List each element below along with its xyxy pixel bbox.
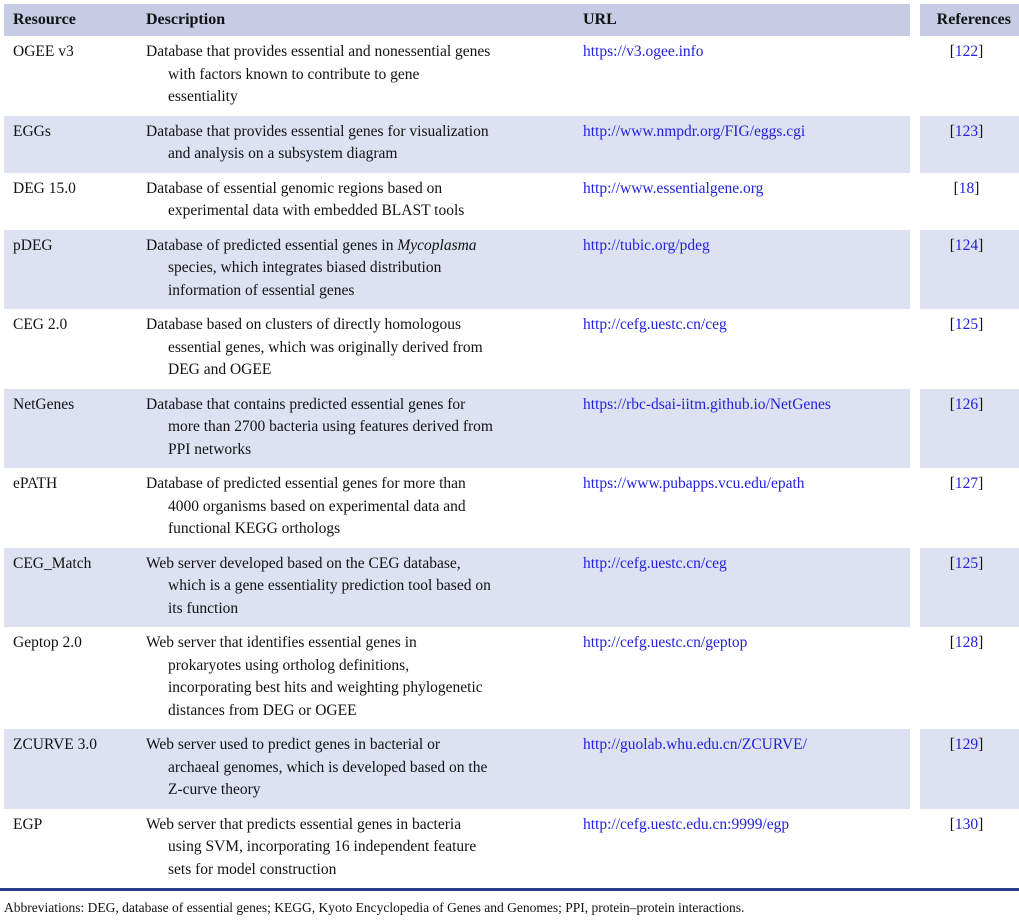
- description-line: PPI networks: [168, 440, 252, 458]
- description-line: prokaryotes using ortholog definitions,: [168, 656, 410, 674]
- description-line: experimental data with embedded BLAST tools: [168, 202, 465, 219]
- reference-cell: [910, 230, 1019, 310]
- description-line: Database of predicted essential genes for more than: [146, 475, 466, 492]
- description-line: functional KEGG orthologs: [168, 520, 341, 537]
- description-cell: [136, 389, 573, 469]
- reference-bracket: ]: [978, 815, 984, 833]
- reference-link[interactable]: 18: [958, 179, 975, 197]
- description-line: Web server that predicts essential genes in bacteria: [146, 815, 462, 833]
- url-link[interactable]: https://www.pubapps.vcu.edu/epath: [583, 475, 805, 492]
- description-line: Web server developed based on the CEG database,: [146, 554, 461, 572]
- description-line: Database based on clusters of directly homologous: [146, 316, 462, 333]
- reference-link[interactable]: 127: [954, 475, 979, 492]
- url-cell: [573, 36, 910, 116]
- description-line: distances from DEG or OGEE: [168, 701, 357, 719]
- reference-bracket: [: [949, 122, 955, 140]
- reference-bracket: ]: [978, 236, 984, 254]
- description-line: Database of predicted essential genes in Mycoplasma: [146, 236, 477, 254]
- reference-bracket: [: [949, 736, 955, 753]
- url-cell: [573, 809, 910, 889]
- header-resource: Resource: [4, 4, 136, 36]
- description-cell: [136, 309, 573, 389]
- reference-bracket: [: [949, 316, 955, 333]
- reference-cell: [910, 36, 1019, 116]
- description-line: information of essential genes: [168, 281, 355, 299]
- reference-cell: [910, 729, 1019, 809]
- resource-cell: EGGs: [4, 116, 136, 173]
- reference-bracket: ]: [974, 179, 980, 197]
- resource-cell: pDEG: [4, 230, 136, 310]
- reference-cell: [910, 389, 1019, 469]
- url-link[interactable]: https://rbc-dsai-iitm.github.io/NetGenes: [583, 395, 831, 413]
- url-cell: [573, 548, 910, 628]
- reference-bracket: ]: [978, 43, 984, 60]
- description-line: essential genes, which was originally derived from: [168, 338, 483, 356]
- description-line: using SVM, incorporating 16 independent feature: [168, 838, 477, 855]
- header-references: References: [910, 4, 1019, 36]
- resource-cell: Geptop 2.0: [13, 634, 82, 651]
- description-cell: [136, 36, 573, 116]
- reference-cell: [910, 173, 1019, 230]
- url-link[interactable]: http://cefg.uestc.cn/ceg: [583, 316, 727, 333]
- table-row: [4, 36, 1019, 116]
- table-row: [4, 548, 1019, 628]
- resource-cell: CEG_Match: [4, 548, 136, 628]
- reference-bracket: ]: [978, 475, 984, 492]
- resource-cell: EGP: [13, 815, 43, 833]
- description-line: Web server used to predict genes in bacterial or: [146, 736, 440, 753]
- reference-link[interactable]: 126: [954, 395, 979, 413]
- url-cell: [573, 173, 910, 230]
- resource-cell: CEG 2.0: [13, 316, 68, 333]
- description-line: and analysis on a subsystem diagram: [168, 145, 398, 162]
- reference-bracket: ]: [978, 634, 984, 651]
- abbreviations-footnote: Abbreviations: DEG, database of essential genes; KEGG, Kyoto Encyclopedia of Genes and Genomes; PPI, protein–protein interactions.: [4, 900, 745, 915]
- url-cell: [573, 468, 910, 548]
- table-row: [4, 389, 1019, 469]
- description-line: its function: [168, 599, 239, 617]
- reference-cell: [910, 809, 1019, 889]
- reference-bracket: [: [949, 395, 955, 413]
- resource-cell: ZCURVE 3.0: [4, 729, 136, 809]
- url-link[interactable]: https://v3.ogee.info: [583, 43, 704, 60]
- resource-cell: DEG 15.0: [13, 179, 76, 197]
- table-body: [4, 36, 1019, 888]
- reference-link[interactable]: 123: [954, 122, 979, 140]
- description-line: DEG and OGEE: [168, 361, 272, 378]
- description-line: which is a gene essentiality prediction tool based on: [168, 577, 491, 594]
- description-line: with factors known to contribute to gene: [168, 65, 420, 83]
- url-cell: [573, 729, 910, 809]
- table-row: [4, 729, 1019, 809]
- description-line: archaeal genomes, which is developed based on the: [168, 758, 488, 776]
- description-cell: [136, 468, 573, 548]
- description-line: incorporating best hits and weighting phylogenetic: [168, 679, 483, 696]
- table-header: [4, 4, 1019, 36]
- reference-link[interactable]: 125: [954, 554, 979, 572]
- description-cell: [136, 809, 573, 889]
- url-cell: [573, 627, 910, 729]
- reference-cell: [910, 548, 1019, 628]
- resource-cell: NetGenes: [4, 389, 136, 469]
- url-cell: [573, 116, 910, 173]
- description-line: sets for model construction: [168, 860, 337, 878]
- reference-bracket: [: [949, 815, 955, 833]
- table-row: [4, 809, 1019, 889]
- description-line: more than 2700 bacteria using features derived from: [168, 418, 493, 435]
- description-cell: [136, 729, 573, 809]
- description-line: Database that provides essential and nonessential genes: [146, 43, 491, 60]
- reference-bracket: [: [949, 475, 955, 492]
- resource-cell: ePATH: [13, 475, 58, 492]
- description-line: Web server that identifies essential genes in: [146, 634, 417, 651]
- table-row: [4, 468, 1019, 548]
- description-cell: [136, 627, 573, 729]
- url-cell: [573, 230, 910, 310]
- description-line: species, which integrates biased distribution: [168, 259, 442, 276]
- table-row: [4, 309, 1019, 389]
- resources-table-container: [4, 0, 1019, 922]
- description-line: essentiality: [168, 88, 238, 105]
- description-cell: [136, 230, 573, 310]
- reference-bracket: ]: [978, 736, 984, 753]
- reference-bracket: [: [949, 236, 955, 254]
- header-description: Description: [136, 4, 573, 36]
- header-row: [4, 4, 1019, 36]
- reference-link[interactable]: 129: [954, 736, 979, 753]
- url-cell: [573, 389, 910, 469]
- url-cell: [573, 309, 910, 389]
- url-link[interactable]: http://www.nmpdr.org/FIG/eggs.cgi: [583, 122, 806, 140]
- url-link[interactable]: http://www.essentialgene.org: [583, 179, 764, 197]
- reference-cell: [910, 468, 1019, 548]
- reference-link[interactable]: 130: [954, 815, 979, 833]
- reference-cell: [910, 309, 1019, 389]
- reference-bracket: [: [953, 179, 959, 197]
- url-link[interactable]: http://guolab.whu.edu.cn/ZCURVE/: [583, 736, 807, 753]
- description-line: 4000 organisms based on experimental data and: [168, 497, 466, 515]
- reference-cell: [910, 116, 1019, 173]
- header-url: URL: [573, 4, 910, 36]
- description-line: Database that provides essential genes for visualization: [146, 122, 489, 140]
- table-row: [4, 230, 1019, 310]
- essential-genes-resources-table: [4, 4, 1019, 888]
- url-link[interactable]: http://cefg.uestc.cn/geptop: [583, 634, 748, 651]
- description-cell: [136, 116, 573, 173]
- table-row: [4, 173, 1019, 230]
- reference-link[interactable]: 125: [954, 316, 979, 333]
- url-link[interactable]: http://tubic.org/pdeg: [583, 236, 710, 254]
- reference-bracket: ]: [978, 122, 984, 140]
- reference-bracket: ]: [978, 395, 984, 413]
- reference-link[interactable]: 124: [954, 236, 979, 254]
- description-cell: [136, 548, 573, 628]
- description-line: Database of essential genomic regions based on: [146, 179, 443, 197]
- reference-bracket: [: [949, 634, 955, 651]
- reference-bracket: ]: [978, 316, 984, 333]
- reference-bracket: [: [949, 43, 955, 60]
- url-link[interactable]: http://cefg.uestc.cn/ceg: [583, 554, 727, 572]
- url-link[interactable]: http://cefg.uestc.edu.cn:9999/egp: [583, 815, 790, 833]
- reference-link[interactable]: 122: [954, 43, 979, 60]
- description-cell: [136, 173, 573, 230]
- resource-cell: OGEE v3: [13, 43, 74, 60]
- reference-link[interactable]: 128: [954, 634, 979, 651]
- reference-bracket: [: [949, 554, 955, 572]
- reference-cell: [910, 627, 1019, 729]
- table-row: [4, 116, 1019, 173]
- table-row: [4, 627, 1019, 729]
- description-line: Database that contains predicted essential genes for: [146, 395, 466, 413]
- reference-bracket: ]: [978, 554, 984, 572]
- description-line: Z-curve theory: [168, 781, 261, 798]
